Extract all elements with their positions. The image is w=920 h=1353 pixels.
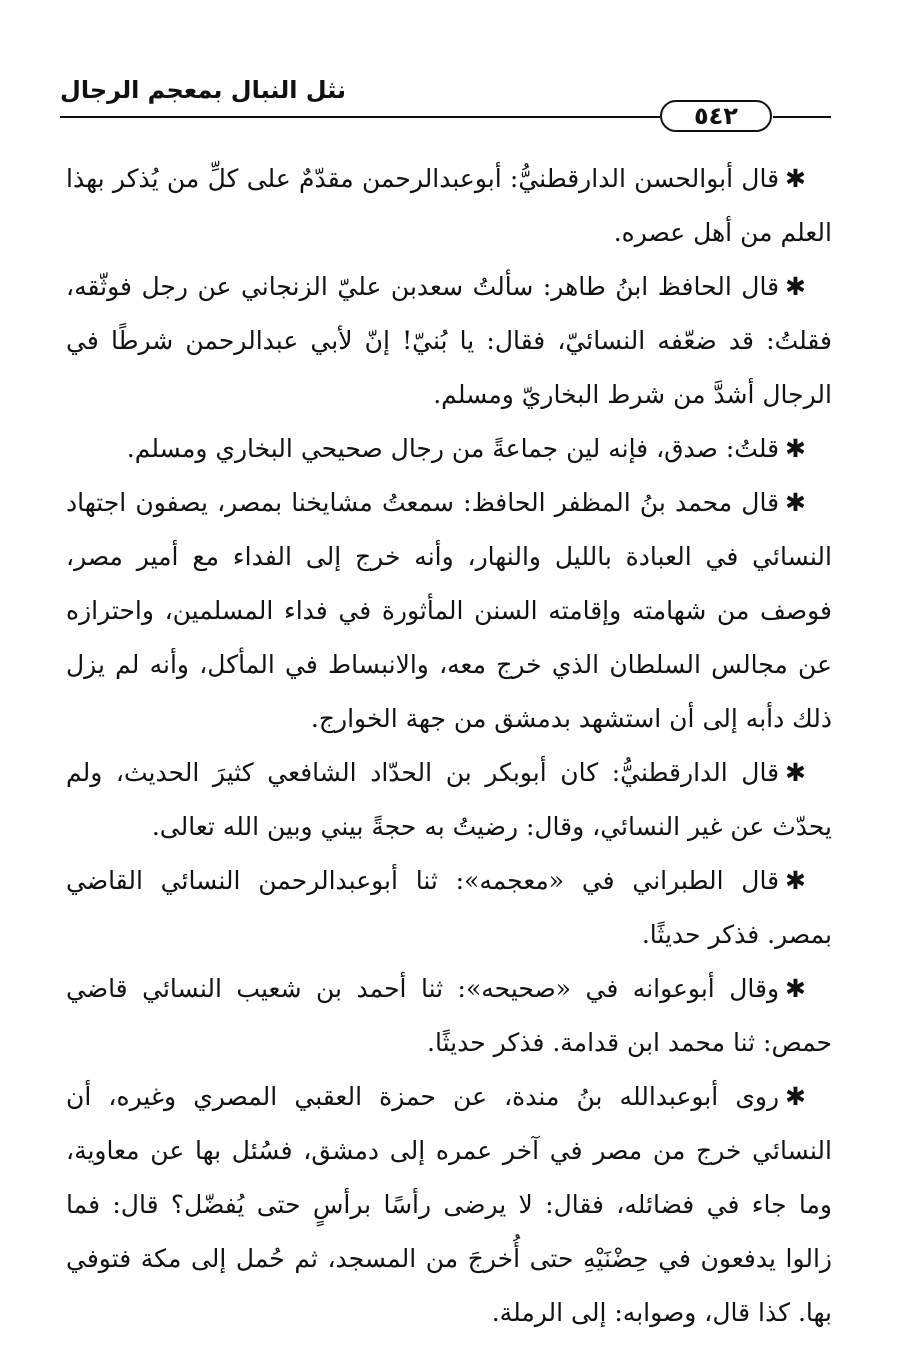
- paragraph-6: [66, 854, 832, 962]
- running-header-title: نثل النبال بمعجم الرجال: [60, 76, 347, 104]
- paragraph-2: [66, 260, 832, 422]
- star-marker: ✱: [785, 272, 806, 301]
- star-marker: ✱: [785, 866, 806, 895]
- paragraph-text: قال أبوالحسن الدارقطنيُّ: أبوعبدالرحمن مقدّمٌ على كلِّ من يُذكر بهذا العلم من أهل عصره.: [66, 164, 832, 247]
- paragraph-7: [66, 962, 832, 1070]
- header-rule-left: [60, 116, 660, 118]
- paragraph-text: وقال أبوعوانه في «صحيحه»: ثنا أحمد بن شعيب النسائي قاضي حمص: ثنا محمد ابن قدامة. فذكر حديثًا.: [66, 974, 832, 1057]
- star-marker: ✱: [785, 974, 806, 1003]
- star-marker: ✱: [785, 434, 806, 463]
- paragraph-text: روى أبوعبدالله بنُ مندة، عن حمزة العقبي المصري وغيره، أن النسائي خرج من مصر في آخر عمره إلى دمشق، فسُئل بها عن معاوية، وما جاء في فضائله، فقال: لا يرضى رأسًا برأسٍ حتى يُفضّل؟ قال: فما زالوا يدفعون في حِضْنَيْهِ حتى أُخرجَ من المسجد، ثم حُمل إلى مكة فتوفي بها. كذا قال، وصوابه: إلى الرملة.: [66, 1082, 832, 1327]
- paragraph-3: [66, 422, 832, 476]
- paragraph-text: قال الدارقطنيُّ: كان أبوبكر بن الحدّاد الشافعي كثيرَ الحديث، ولم يحدّث عن غير النسائي، وقال: رضيتُ به حجةً بيني وبين الله تعالى.: [66, 758, 832, 841]
- star-marker: ✱: [785, 488, 806, 517]
- star-marker: ✱: [785, 164, 806, 193]
- paragraph-text: قال الحافظ ابنُ طاهر: سألتُ سعدبن عليّ الزنجاني عن رجل فوثّقه، فقلتُ: قد ضعّفه النسائيّ، فقال: يا بُنيّ! إنّ لأبي عبدالرحمن شرطًا في الرجال أشدَّ من شرط البخاريّ ومسلم.: [66, 272, 832, 409]
- header-rule-right: [773, 116, 831, 118]
- page-number: ٥٤٢: [660, 100, 772, 132]
- star-marker: ✱: [785, 758, 806, 787]
- paragraph-text: قلتُ: صدق، فإنه لين جماعةً من رجال صحيحي البخاري ومسلم.: [126, 434, 780, 463]
- paragraph-8: [66, 1070, 832, 1340]
- paragraph-text: قال محمد بنُ المظفر الحافظ: سمعتُ مشايخنا بمصر، يصفون اجتهاد النسائي في العبادة بالليل والنهار، وأنه خرج إلى الفداء مع أمير مصر، فوصف من شهامته وإقامته السنن المأثورة في فداء المسلمين، واحترازه عن مجالس السلطان الذي خرج معه، والانبساط في المأكل، وأنه لم يزل ذلك دأبه إلى أن استشهد بدمشق من جهة الخوارج.: [66, 488, 832, 733]
- paragraph-1: [66, 152, 832, 260]
- star-marker: ✱: [785, 1082, 806, 1111]
- paragraph-text: قال الطبراني في «معجمه»: ثنا أبوعبدالرحمن النسائي القاضي بمصر. فذكر حديثًا.: [66, 866, 832, 949]
- paragraph-4: [66, 476, 832, 746]
- body-text: [66, 152, 832, 1340]
- paragraph-5: [66, 746, 832, 854]
